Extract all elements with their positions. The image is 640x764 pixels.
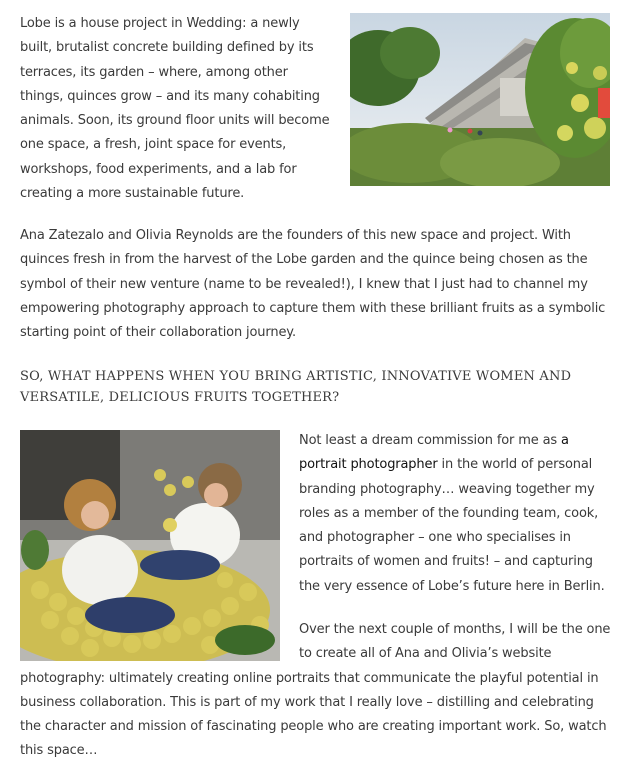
section-heading: SO, WHAT HAPPENS WHEN YOU BRING ARTISTIC, INNOVATIVE WOMEN AND VERSATILE, DELICIOUS FRUITS TOGETHER?	[20, 369, 572, 405]
founders-paragraph: Ana Zatezalo and Olivia Reynolds are the founders of this new space and project. With quinces fresh in from the harvest of the Lobe garden and the quince being chosen as the symbol of their new venture (name to be revealed!), I knew that I just had to channel my empowering photography approach to capture them with these brilliant fruits as a symbolic starting point of their collaboration journey.	[20, 228, 606, 341]
portrait-photographer-link[interactable]: a portrait photographer	[299, 433, 569, 473]
intro-paragraph: Lobe is a house project in Wedding: a newly built, brutalist concrete building defined by its terraces, its garden – where, among other things, quinces grow – and its many cohabiting animals. Soon, its ground floor units will become one space, a fresh, joint space for events, workshops, food experiments, and a lab for creating a more sustainable future.	[20, 16, 330, 202]
lobe-building-photo	[350, 13, 610, 186]
closing-paragraph: Over the next couple of months, I will be the one to create all of Ana and Olivia’s website photography: ultimately creating online portraits that communicate the playful potential in business collaboration. This is part of my work that I really love – distilling and celebrating the character and mission of fascinating people who are creating important work. So, watch this space…	[20, 622, 611, 759]
commission-paragraph	[299, 429, 615, 599]
commission-text-end: in the world of personal branding photography… weaving together my roles as a member of the founding team, cook, and photographer – one who specialises in portraits of women and fruits! – and capturing the very essence of Lobe’s future here in Berlin.	[299, 457, 605, 594]
commission-text-start: Not least a dream commission for me as	[299, 433, 558, 448]
closing-paragraph-wrapper	[20, 618, 616, 764]
